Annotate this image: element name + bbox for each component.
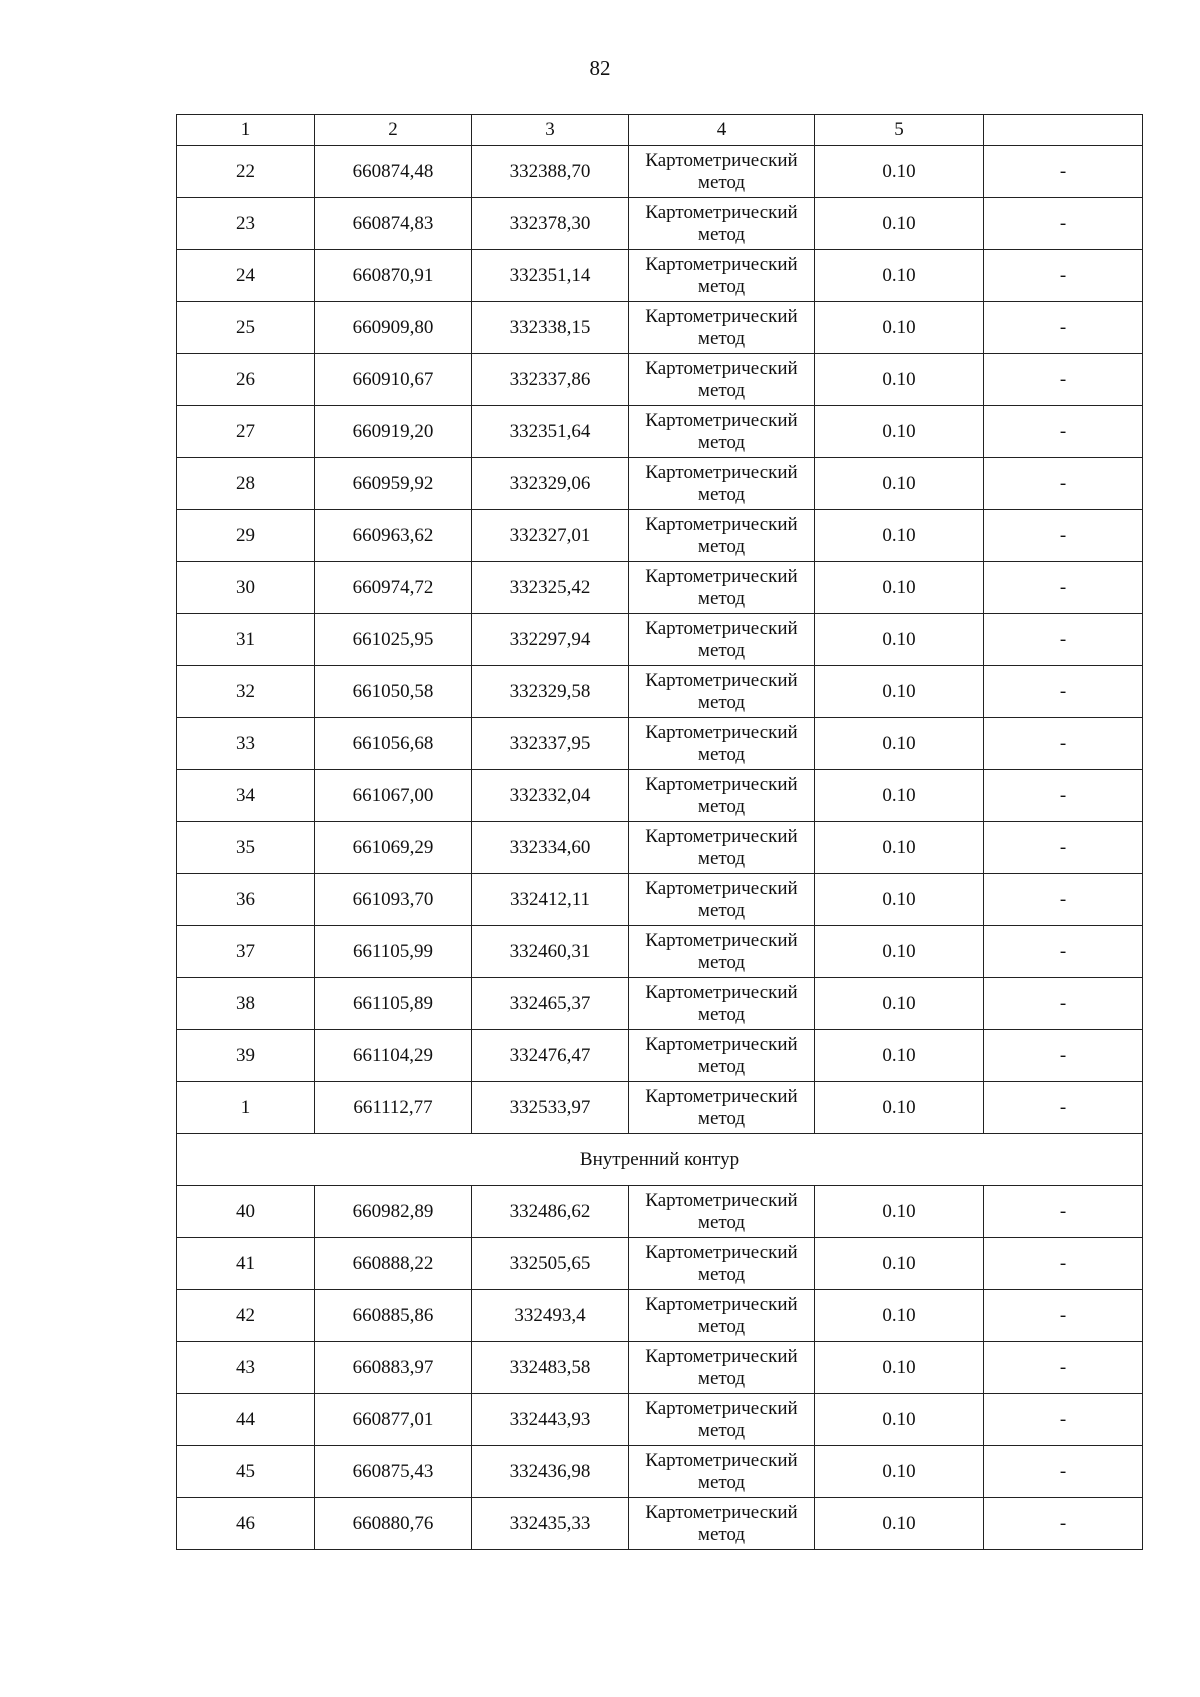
method-line-1: Картометрический bbox=[645, 669, 798, 691]
table-row bbox=[177, 406, 1143, 458]
method-line-2: метод bbox=[697, 1107, 746, 1129]
table-row bbox=[177, 458, 1143, 510]
y-coordinate-cell: 332378,30 bbox=[472, 198, 629, 250]
point-number-cell: 45 bbox=[177, 1446, 315, 1498]
y-coordinate-cell: 332412,11 bbox=[472, 874, 629, 926]
y-coordinate-cell: 332435,33 bbox=[472, 1498, 629, 1550]
table-row bbox=[177, 198, 1143, 250]
method-line-2: метод bbox=[697, 379, 746, 401]
y-coordinate-cell: 332533,97 bbox=[472, 1082, 629, 1134]
note-cell: - bbox=[984, 1082, 1143, 1134]
y-coordinate-cell: 332334,60 bbox=[472, 822, 629, 874]
table-row bbox=[177, 302, 1143, 354]
method-line-1: Картометрический bbox=[645, 305, 798, 327]
section-title: Внутренний контур bbox=[177, 1134, 1143, 1186]
method-line-1: Картометрический bbox=[645, 981, 798, 1003]
x-coordinate-cell: 660885,86 bbox=[315, 1290, 472, 1342]
method-line-1: Картометрический bbox=[645, 461, 798, 483]
method-line-2: метод bbox=[697, 691, 746, 713]
x-coordinate-cell: 660880,76 bbox=[315, 1498, 472, 1550]
method-cell bbox=[629, 666, 815, 718]
note-cell: - bbox=[984, 250, 1143, 302]
accuracy-cell: 0.10 bbox=[815, 302, 984, 354]
method-line-1: Картометрический bbox=[645, 1345, 798, 1367]
point-number-cell: 40 bbox=[177, 1186, 315, 1238]
accuracy-cell: 0.10 bbox=[815, 1342, 984, 1394]
method-cell bbox=[629, 1394, 815, 1446]
note-cell: - bbox=[984, 874, 1143, 926]
column-header: 4 bbox=[629, 115, 815, 146]
x-coordinate-cell: 661050,58 bbox=[315, 666, 472, 718]
note-cell: - bbox=[984, 354, 1143, 406]
accuracy-cell: 0.10 bbox=[815, 1394, 984, 1446]
accuracy-cell: 0.10 bbox=[815, 354, 984, 406]
table-row bbox=[177, 1394, 1143, 1446]
method-cell bbox=[629, 614, 815, 666]
y-coordinate-cell: 332443,93 bbox=[472, 1394, 629, 1446]
y-coordinate-cell: 332493,4 bbox=[472, 1290, 629, 1342]
column-header: 3 bbox=[472, 115, 629, 146]
method-line-1: Картометрический bbox=[645, 201, 798, 223]
method-cell bbox=[629, 874, 815, 926]
table-row bbox=[177, 926, 1143, 978]
table-row bbox=[177, 250, 1143, 302]
x-coordinate-cell: 660888,22 bbox=[315, 1238, 472, 1290]
method-line-1: Картометрический bbox=[645, 1293, 798, 1315]
method-cell bbox=[629, 1238, 815, 1290]
method-line-2: метод bbox=[697, 587, 746, 609]
x-coordinate-cell: 661104,29 bbox=[315, 1030, 472, 1082]
method-line-1: Картометрический bbox=[645, 1033, 798, 1055]
accuracy-cell: 0.10 bbox=[815, 666, 984, 718]
point-number-cell: 27 bbox=[177, 406, 315, 458]
note-cell: - bbox=[984, 1030, 1143, 1082]
method-line-2: метод bbox=[697, 1315, 746, 1337]
point-number-cell: 23 bbox=[177, 198, 315, 250]
note-cell: - bbox=[984, 146, 1143, 198]
x-coordinate-cell: 660883,97 bbox=[315, 1342, 472, 1394]
point-number-cell: 29 bbox=[177, 510, 315, 562]
x-coordinate-cell: 660919,20 bbox=[315, 406, 472, 458]
method-line-2: метод bbox=[697, 171, 746, 193]
method-line-2: метод bbox=[697, 327, 746, 349]
note-cell: - bbox=[984, 614, 1143, 666]
note-cell: - bbox=[984, 1446, 1143, 1498]
section-row bbox=[177, 1134, 1143, 1186]
y-coordinate-cell: 332329,06 bbox=[472, 458, 629, 510]
method-cell bbox=[629, 926, 815, 978]
y-coordinate-cell: 332486,62 bbox=[472, 1186, 629, 1238]
method-line-1: Картометрический bbox=[645, 565, 798, 587]
method-cell bbox=[629, 354, 815, 406]
method-cell bbox=[629, 198, 815, 250]
method-line-2: метод bbox=[697, 795, 746, 817]
method-cell bbox=[629, 770, 815, 822]
point-number-cell: 37 bbox=[177, 926, 315, 978]
method-line-2: метод bbox=[697, 1523, 746, 1545]
x-coordinate-cell: 661056,68 bbox=[315, 718, 472, 770]
point-number-cell: 38 bbox=[177, 978, 315, 1030]
table-row bbox=[177, 1082, 1143, 1134]
note-cell: - bbox=[984, 406, 1143, 458]
method-line-1: Картометрический bbox=[645, 877, 798, 899]
table-row bbox=[177, 770, 1143, 822]
y-coordinate-cell: 332297,94 bbox=[472, 614, 629, 666]
accuracy-cell: 0.10 bbox=[815, 874, 984, 926]
method-cell bbox=[629, 718, 815, 770]
method-line-2: метод bbox=[697, 1055, 746, 1077]
note-cell: - bbox=[984, 302, 1143, 354]
method-line-2: метод bbox=[697, 1471, 746, 1493]
method-line-2: метод bbox=[697, 535, 746, 557]
column-header: 2 bbox=[315, 115, 472, 146]
accuracy-cell: 0.10 bbox=[815, 1082, 984, 1134]
y-coordinate-cell: 332388,70 bbox=[472, 146, 629, 198]
method-cell bbox=[629, 1186, 815, 1238]
method-line-2: метод bbox=[697, 847, 746, 869]
method-cell bbox=[629, 1342, 815, 1394]
x-coordinate-cell: 660875,43 bbox=[315, 1446, 472, 1498]
x-coordinate-cell: 660982,89 bbox=[315, 1186, 472, 1238]
method-line-2: метод bbox=[697, 899, 746, 921]
note-cell: - bbox=[984, 198, 1143, 250]
table-row bbox=[177, 666, 1143, 718]
table-row bbox=[177, 614, 1143, 666]
x-coordinate-cell: 660963,62 bbox=[315, 510, 472, 562]
accuracy-cell: 0.10 bbox=[815, 1030, 984, 1082]
table-row bbox=[177, 1342, 1143, 1394]
table-row bbox=[177, 354, 1143, 406]
table-row bbox=[177, 822, 1143, 874]
table-row bbox=[177, 1498, 1143, 1550]
point-number-cell: 36 bbox=[177, 874, 315, 926]
method-cell bbox=[629, 1446, 815, 1498]
method-cell bbox=[629, 1030, 815, 1082]
x-coordinate-cell: 660877,01 bbox=[315, 1394, 472, 1446]
accuracy-cell: 0.10 bbox=[815, 406, 984, 458]
accuracy-cell: 0.10 bbox=[815, 822, 984, 874]
accuracy-cell: 0.10 bbox=[815, 510, 984, 562]
table-row bbox=[177, 978, 1143, 1030]
note-cell: - bbox=[984, 458, 1143, 510]
y-coordinate-cell: 332325,42 bbox=[472, 562, 629, 614]
note-cell: - bbox=[984, 1186, 1143, 1238]
table-row bbox=[177, 1446, 1143, 1498]
method-cell bbox=[629, 510, 815, 562]
method-line-1: Картометрический bbox=[645, 617, 798, 639]
accuracy-cell: 0.10 bbox=[815, 926, 984, 978]
method-line-2: метод bbox=[697, 743, 746, 765]
coordinates-table bbox=[176, 114, 1143, 1550]
column-header bbox=[984, 115, 1143, 146]
y-coordinate-cell: 332332,04 bbox=[472, 770, 629, 822]
note-cell: - bbox=[984, 510, 1143, 562]
method-cell bbox=[629, 458, 815, 510]
point-number-cell: 33 bbox=[177, 718, 315, 770]
point-number-cell: 35 bbox=[177, 822, 315, 874]
method-line-1: Картометрический bbox=[645, 357, 798, 379]
point-number-cell: 39 bbox=[177, 1030, 315, 1082]
point-number-cell: 34 bbox=[177, 770, 315, 822]
method-line-2: метод bbox=[697, 275, 746, 297]
method-cell bbox=[629, 406, 815, 458]
column-header: 1 bbox=[177, 115, 315, 146]
y-coordinate-cell: 332351,64 bbox=[472, 406, 629, 458]
accuracy-cell: 0.10 bbox=[815, 1446, 984, 1498]
method-line-1: Картометрический bbox=[645, 721, 798, 743]
note-cell: - bbox=[984, 1342, 1143, 1394]
method-line-1: Картометрический bbox=[645, 1449, 798, 1471]
note-cell: - bbox=[984, 822, 1143, 874]
method-line-1: Картометрический bbox=[645, 149, 798, 171]
point-number-cell: 22 bbox=[177, 146, 315, 198]
note-cell: - bbox=[984, 1290, 1143, 1342]
method-line-2: метод bbox=[697, 639, 746, 661]
x-coordinate-cell: 661093,70 bbox=[315, 874, 472, 926]
note-cell: - bbox=[984, 1394, 1143, 1446]
accuracy-cell: 0.10 bbox=[815, 146, 984, 198]
method-line-1: Картометрический bbox=[645, 773, 798, 795]
method-line-2: метод bbox=[697, 1419, 746, 1441]
note-cell: - bbox=[984, 978, 1143, 1030]
method-line-1: Картометрический bbox=[645, 1241, 798, 1263]
table-row bbox=[177, 1186, 1143, 1238]
note-cell: - bbox=[984, 770, 1143, 822]
page-number: 82 bbox=[589, 56, 611, 80]
y-coordinate-cell: 332329,58 bbox=[472, 666, 629, 718]
method-cell bbox=[629, 250, 815, 302]
x-coordinate-cell: 661069,29 bbox=[315, 822, 472, 874]
y-coordinate-cell: 332327,01 bbox=[472, 510, 629, 562]
table-header-row bbox=[177, 115, 1143, 146]
method-line-1: Картометрический bbox=[645, 409, 798, 431]
x-coordinate-cell: 660909,80 bbox=[315, 302, 472, 354]
method-line-1: Картометрический bbox=[645, 825, 798, 847]
table-row bbox=[177, 1030, 1143, 1082]
y-coordinate-cell: 332338,15 bbox=[472, 302, 629, 354]
accuracy-cell: 0.10 bbox=[815, 198, 984, 250]
note-cell: - bbox=[984, 926, 1143, 978]
table-row bbox=[177, 874, 1143, 926]
note-cell: - bbox=[984, 562, 1143, 614]
method-line-2: метод bbox=[697, 223, 746, 245]
accuracy-cell: 0.10 bbox=[815, 250, 984, 302]
x-coordinate-cell: 661105,99 bbox=[315, 926, 472, 978]
accuracy-cell: 0.10 bbox=[815, 1186, 984, 1238]
accuracy-cell: 0.10 bbox=[815, 1238, 984, 1290]
column-header: 5 bbox=[815, 115, 984, 146]
x-coordinate-cell: 660870,91 bbox=[315, 250, 472, 302]
x-coordinate-cell: 661105,89 bbox=[315, 978, 472, 1030]
y-coordinate-cell: 332483,58 bbox=[472, 1342, 629, 1394]
table-row bbox=[177, 1238, 1143, 1290]
coordinates-table-body bbox=[177, 115, 1143, 1550]
x-coordinate-cell: 661112,77 bbox=[315, 1082, 472, 1134]
point-number-cell: 1 bbox=[177, 1082, 315, 1134]
point-number-cell: 32 bbox=[177, 666, 315, 718]
point-number-cell: 43 bbox=[177, 1342, 315, 1394]
point-number-cell: 31 bbox=[177, 614, 315, 666]
point-number-cell: 28 bbox=[177, 458, 315, 510]
method-line-1: Картометрический bbox=[645, 513, 798, 535]
method-cell bbox=[629, 562, 815, 614]
method-line-2: метод bbox=[697, 1211, 746, 1233]
point-number-cell: 24 bbox=[177, 250, 315, 302]
x-coordinate-cell: 660874,83 bbox=[315, 198, 472, 250]
method-line-1: Картометрический bbox=[645, 929, 798, 951]
table-row bbox=[177, 510, 1143, 562]
method-line-2: метод bbox=[697, 1367, 746, 1389]
point-number-cell: 30 bbox=[177, 562, 315, 614]
method-cell bbox=[629, 1082, 815, 1134]
method-cell bbox=[629, 822, 815, 874]
table-row bbox=[177, 562, 1143, 614]
y-coordinate-cell: 332505,65 bbox=[472, 1238, 629, 1290]
x-coordinate-cell: 660974,72 bbox=[315, 562, 472, 614]
method-line-1: Картометрический bbox=[645, 1397, 798, 1419]
method-line-2: метод bbox=[697, 1003, 746, 1025]
accuracy-cell: 0.10 bbox=[815, 1498, 984, 1550]
point-number-cell: 26 bbox=[177, 354, 315, 406]
note-cell: - bbox=[984, 718, 1143, 770]
table-row bbox=[177, 146, 1143, 198]
accuracy-cell: 0.10 bbox=[815, 1290, 984, 1342]
x-coordinate-cell: 660874,48 bbox=[315, 146, 472, 198]
x-coordinate-cell: 660959,92 bbox=[315, 458, 472, 510]
x-coordinate-cell: 660910,67 bbox=[315, 354, 472, 406]
y-coordinate-cell: 332337,86 bbox=[472, 354, 629, 406]
table-row bbox=[177, 1290, 1143, 1342]
point-number-cell: 42 bbox=[177, 1290, 315, 1342]
x-coordinate-cell: 661025,95 bbox=[315, 614, 472, 666]
note-cell: - bbox=[984, 1238, 1143, 1290]
method-line-2: метод bbox=[697, 431, 746, 453]
y-coordinate-cell: 332436,98 bbox=[472, 1446, 629, 1498]
method-line-1: Картометрический bbox=[645, 1189, 798, 1211]
note-cell: - bbox=[984, 1498, 1143, 1550]
accuracy-cell: 0.10 bbox=[815, 562, 984, 614]
accuracy-cell: 0.10 bbox=[815, 718, 984, 770]
y-coordinate-cell: 332476,47 bbox=[472, 1030, 629, 1082]
point-number-cell: 41 bbox=[177, 1238, 315, 1290]
table-row bbox=[177, 718, 1143, 770]
method-line-2: метод bbox=[697, 951, 746, 973]
point-number-cell: 25 bbox=[177, 302, 315, 354]
x-coordinate-cell: 661067,00 bbox=[315, 770, 472, 822]
y-coordinate-cell: 332465,37 bbox=[472, 978, 629, 1030]
accuracy-cell: 0.10 bbox=[815, 458, 984, 510]
point-number-cell: 44 bbox=[177, 1394, 315, 1446]
method-line-1: Картометрический bbox=[645, 1501, 798, 1523]
accuracy-cell: 0.10 bbox=[815, 978, 984, 1030]
method-cell bbox=[629, 1498, 815, 1550]
note-cell: - bbox=[984, 666, 1143, 718]
y-coordinate-cell: 332337,95 bbox=[472, 718, 629, 770]
method-cell bbox=[629, 146, 815, 198]
accuracy-cell: 0.10 bbox=[815, 770, 984, 822]
accuracy-cell: 0.10 bbox=[815, 614, 984, 666]
point-number-cell: 46 bbox=[177, 1498, 315, 1550]
method-cell bbox=[629, 978, 815, 1030]
method-line-1: Картометрический bbox=[645, 1085, 798, 1107]
y-coordinate-cell: 332460,31 bbox=[472, 926, 629, 978]
method-line-1: Картометрический bbox=[645, 253, 798, 275]
method-cell bbox=[629, 302, 815, 354]
method-line-2: метод bbox=[697, 483, 746, 505]
method-cell bbox=[629, 1290, 815, 1342]
method-line-2: метод bbox=[697, 1263, 746, 1285]
y-coordinate-cell: 332351,14 bbox=[472, 250, 629, 302]
